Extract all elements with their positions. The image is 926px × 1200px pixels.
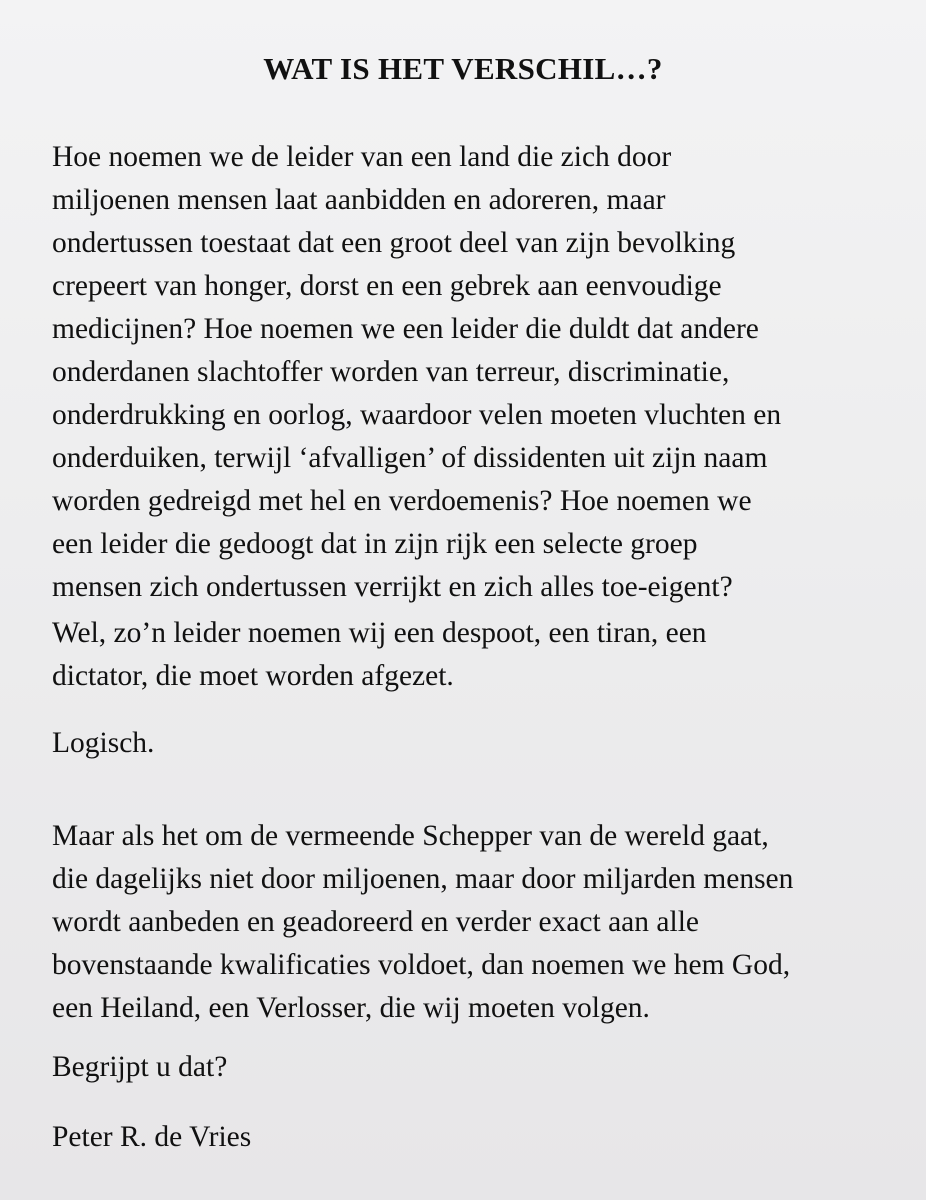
paragraph-question: Begrijpt u dat? <box>52 1051 228 1083</box>
author-signature: Peter R. de Vries <box>52 1121 252 1153</box>
paragraph-questions: Hoe noemen we de leider van een land die zich door miljoenen mensen laat aanbidden en adoreren, maar ondertussen toestaat dat een groot deel van zijn bevolking crepeert van honger, dorst en een gebrek aan eenvoudige medicijnen? Hoe noemen we een leider die duldt dat andere onderdanen slachtoffer worden van terreur, discriminatie, onderdrukking en oorlog, waardoor velen moeten vluchten en onderduiken, terwijl ‘afvalligen’ of dissidenten uit zijn naam worden gedreigd met hel en verdoemenis? Hoe noemen we een leider die gedoogt dat in zijn rijk een selecte groep mensen zich ondertussen verrijkt en zich alles toe-eigent? <box>52 141 782 603</box>
paragraph-despot: Wel, zo’n leider noemen wij een despoot, een tiran, een dictator, die moet worden afgezet. <box>52 617 707 692</box>
document-title: WAT IS HET VERSCHIL…? <box>263 51 663 86</box>
paragraph-creator: Maar als het om de vermeende Schepper van de wereld gaat, die dagelijks niet door miljoenen, maar door miljarden mensen wordt aanbeden en geadoreerd en verder exact aan alle bovenstaande kwalificaties voldoet, dan noemen we hem God, een Heiland, een Verlosser, die wij moeten volgen. <box>52 820 794 1024</box>
paragraph-logisch: Logisch. <box>52 727 155 759</box>
